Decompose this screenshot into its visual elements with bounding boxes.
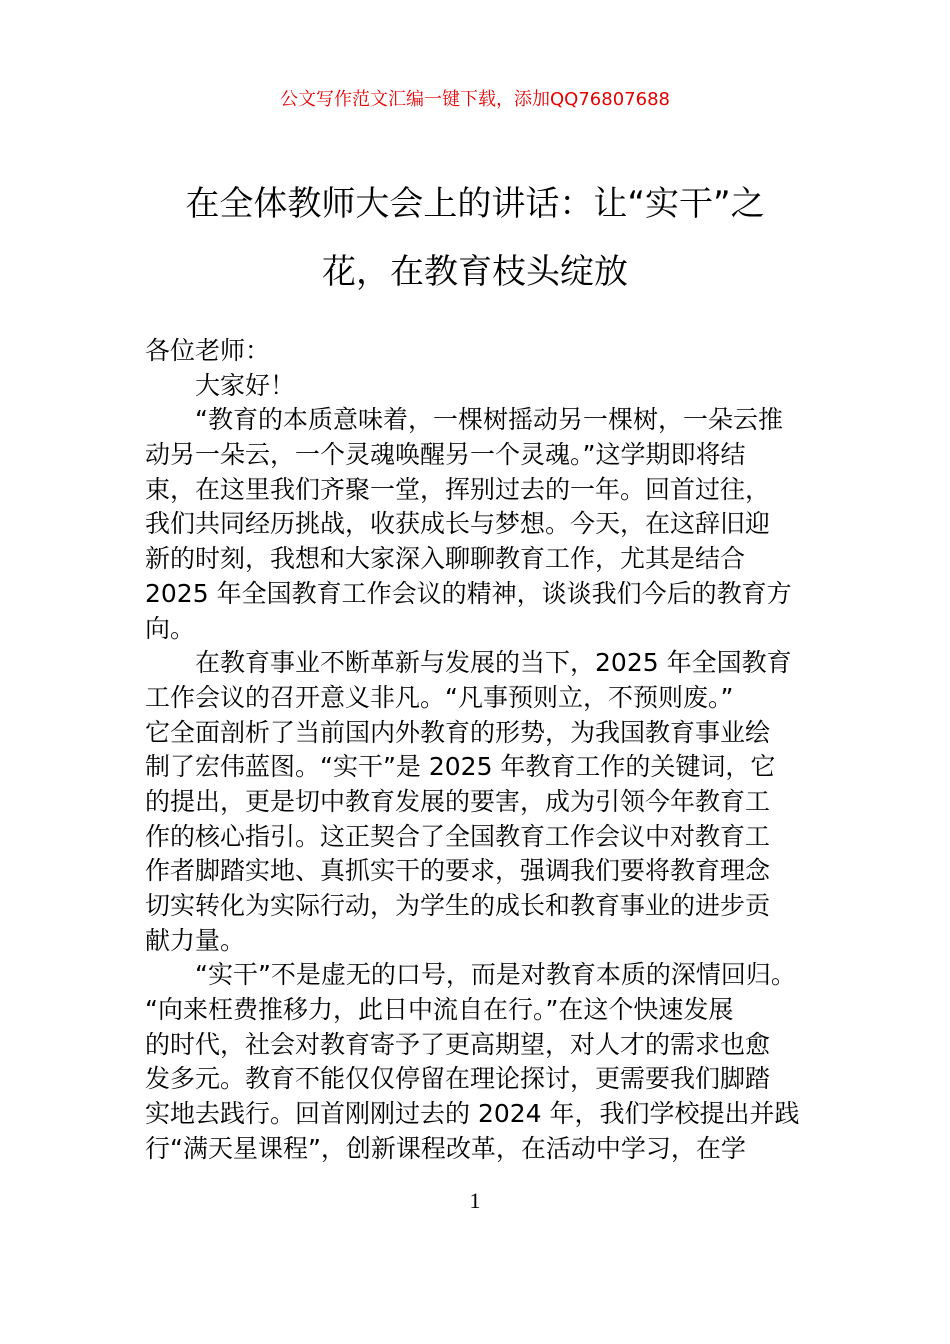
paragraph-line: 行“满天星课程”，创新课程改革，在活动中学习，在学 bbox=[145, 1133, 746, 1163]
paragraph-line: 作者脚踏实地、真抓实干的要求，强调我们要将教育理念 bbox=[145, 856, 771, 886]
document-title bbox=[100, 170, 850, 306]
greeting: 大家好！ bbox=[195, 370, 296, 400]
paragraph-line: 工作会议的召开意义非凡。“凡事预则立，不预则废。” bbox=[145, 682, 734, 712]
title-line: 花，在教育枝头绽放 bbox=[322, 252, 628, 292]
paragraph-line: “教育的本质意味着，一棵树摇动另一棵树，一朵云推 bbox=[195, 405, 783, 435]
paragraph-line: 献力量。 bbox=[145, 925, 246, 955]
watermark-header: 公文写作范文汇编一键下载，添加QQ76807688 bbox=[280, 89, 670, 110]
paragraph-line: 新的时刻，我想和大家深入聊聊教育工作，尤其是结合 bbox=[145, 544, 746, 574]
page-number: 1 bbox=[469, 1188, 481, 1213]
paragraph-line: 向。 bbox=[145, 613, 196, 643]
paragraph-line: 我们共同经历挑战，收获成长与梦想。今天，在这辞旧迎 bbox=[145, 509, 771, 539]
paragraph-line: 制了宏伟蓝图。“实干”是 2025 年教育工作的关键词，它 bbox=[145, 752, 776, 782]
paragraph-line: 束，在这里我们齐聚一堂，挥别过去的一年。回首过往， bbox=[145, 474, 771, 504]
paragraph-line: 在教育事业不断革新与发展的当下，2025 年全国教育 bbox=[195, 648, 792, 678]
paragraph-line: “实干”不是虚无的口号，而是对教育本质的深情回归。 bbox=[195, 960, 796, 990]
paragraph bbox=[145, 403, 835, 646]
paragraph-line: “向来枉费推移力，此日中流自在行。”在这个快速发展 bbox=[145, 995, 734, 1025]
paragraphs bbox=[145, 403, 835, 1166]
paragraph-line: 作的核心指引。这正契合了全国教育工作会议中对教育工 bbox=[145, 821, 771, 851]
paragraph-line: 2025 年全国教育工作会议的精神，谈谈我们今后的教育方 bbox=[145, 578, 792, 608]
salutation: 各位老师： bbox=[145, 336, 271, 365]
paragraph bbox=[145, 646, 835, 958]
paragraph-line: 切实转化为实际行动，为学生的成长和教育事业的进步贡 bbox=[145, 891, 771, 920]
paragraph-line: 的时代，社会对教育寄予了更高期望，对人才的需求也愈 bbox=[145, 1029, 771, 1059]
title-line: 在全体教师大会上的讲话：让“实干”之 bbox=[185, 184, 765, 224]
paragraph-line: 实地去践行。回首刚刚过去的 2024 年，我们学校提出并践 bbox=[145, 1099, 800, 1129]
paragraph-line: 它全面剖析了当前国内外教育的形势，为我国教育事业绘 bbox=[145, 717, 771, 747]
paragraph bbox=[145, 958, 835, 1166]
paragraph-line: 的提出，更是切中教育发展的要害，成为引领今年教育工 bbox=[145, 786, 771, 816]
paragraph-line: 动另一朵云，一个灵魂唤醒另一个灵魂。”这学期即将结 bbox=[145, 440, 746, 470]
paragraph-line: 发多元。教育不能仅仅停留在理论探讨，更需要我们脚踏 bbox=[145, 1064, 771, 1094]
document-body bbox=[145, 334, 835, 1167]
